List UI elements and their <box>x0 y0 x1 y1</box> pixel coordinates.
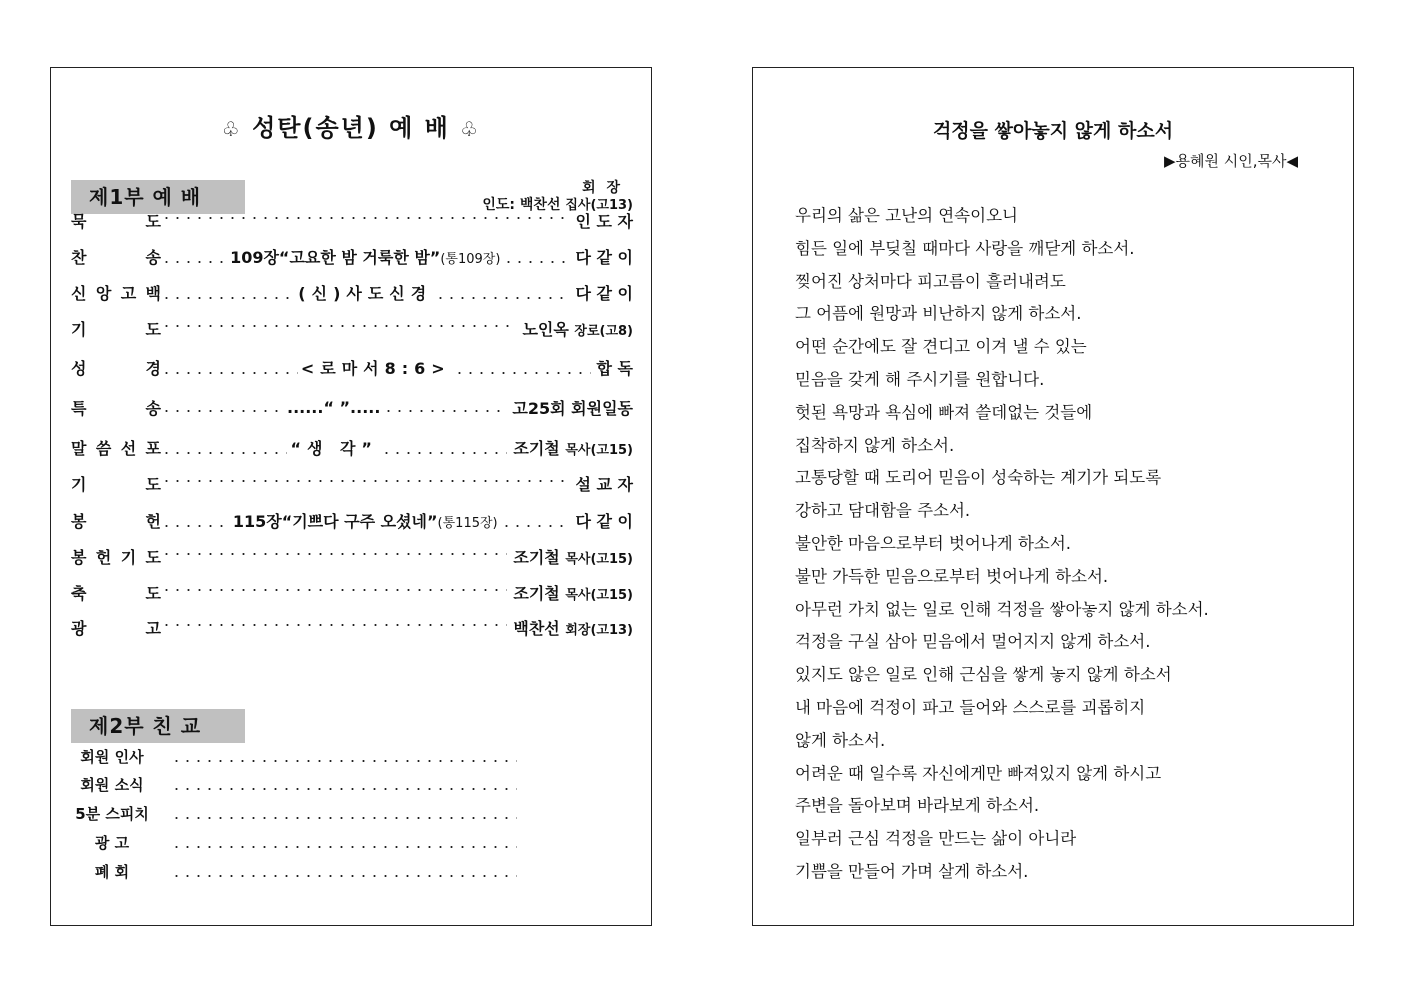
order-label: 특 송 <box>71 398 161 418</box>
poem-line: 내 마음에 걱정이 파고 들어와 스스로를 괴롭히지 <box>795 697 1146 717</box>
order-row <box>71 280 633 304</box>
dot-leader <box>381 451 507 455</box>
order-row <box>71 580 633 604</box>
order-label: 찬 송 <box>71 247 161 267</box>
order-content <box>161 552 507 560</box>
dot-leader <box>161 409 284 413</box>
dot-leader <box>171 759 517 763</box>
order-person: 조기철 목사(고15) <box>513 547 633 567</box>
part2-heading: 제2부 친 교 <box>71 709 245 743</box>
order-person: 조기철 목사(고15) <box>513 438 633 458</box>
dot-leader <box>383 409 506 413</box>
poem-line: 주변을 돌아보며 바라보게 하소서. <box>795 796 1040 816</box>
poem-line: 찢어진 상처마다 피고름이 흘러내려도 <box>795 271 1066 291</box>
worship-order-panel <box>50 67 652 926</box>
order-person: 다 같 이 <box>575 511 633 531</box>
order-label: 축 도 <box>71 583 161 603</box>
dot-leader <box>501 524 570 528</box>
poem-line: 어려운 때 일수록 자신에게만 빠져있지 않게 하시고 <box>795 763 1162 783</box>
dot-leader <box>161 260 227 264</box>
order-label: 묵 도 <box>71 211 161 231</box>
order-label: 성 경 <box>71 358 161 378</box>
dot-leader <box>161 588 507 592</box>
poem-panel <box>752 67 1354 926</box>
poem-line: 어떤 순간에도 잘 견디고 이겨 낼 수 있는 <box>795 337 1087 357</box>
order-content: 115장“기쁘다 구주 오셨네”(통115장) <box>161 509 569 532</box>
worship-title: ♧ 성탄(송년) 예 배 ♧ <box>221 114 481 142</box>
order-row <box>71 208 633 232</box>
order-content: <로마서8:6> <box>161 356 591 379</box>
order-content: (신)사도신경 <box>161 281 569 304</box>
poem-line: 힘든 일에 부딪칠 때마다 사랑을 깨닫게 하소서. <box>795 238 1135 258</box>
poem-line: 일부러 근심 걱정을 만드는 삶이 아니라 <box>795 829 1077 849</box>
order-label: 봉 헌 <box>71 511 161 531</box>
order-row <box>71 316 633 340</box>
poem-body <box>795 200 1209 889</box>
order-label: 봉 헌 기 도 <box>71 547 161 567</box>
order-content <box>161 623 507 631</box>
poem-line: 걱정을 구실 삼아 믿음에서 멀어지지 않게 하소서. <box>795 632 1151 652</box>
club-icon: ♧ <box>460 117 481 141</box>
order-row <box>71 508 633 532</box>
poem-line: 헛된 욕망과 욕심에 빠져 쓸데없는 것들에 <box>795 402 1093 422</box>
poem-line: 믿음을 갖게 해 주시기를 원합니다. <box>795 369 1045 389</box>
poem-line: 불안한 마음으로부터 벗어나게 하소서. <box>795 533 1072 553</box>
poem-line: 기쁨을 만들어 가며 살게 하소서. <box>795 861 1029 881</box>
poem-line: 강하고 담대함을 주소서. <box>795 501 971 521</box>
dot-leader <box>161 324 516 328</box>
dot-leader <box>161 552 507 556</box>
order-row <box>71 395 633 419</box>
dot-leader <box>161 296 295 300</box>
order-person: 고25회 회원일동 <box>512 398 633 418</box>
fellowship-row: 회원 소식 <box>71 773 517 795</box>
order-row <box>71 471 633 495</box>
poem-title: 걱정을 쌓아놓지 않게 하소서 <box>932 120 1174 142</box>
fellowship-row: 5분 스피치 <box>71 802 517 824</box>
order-content: ......“ ”..... <box>161 398 506 417</box>
order-label: 기 도 <box>71 319 161 339</box>
order-person: 인 도 자 <box>575 211 633 231</box>
dot-leader <box>161 371 298 375</box>
poem-line: 그 어픔에 원망과 비난하지 않게 하소서. <box>795 304 1082 324</box>
dot-leader <box>161 216 569 220</box>
order-content <box>161 324 516 332</box>
part1-heading: 제1부 예 배 <box>71 180 245 214</box>
order-row <box>71 544 633 568</box>
leader-info: 회 장 인도: 백찬선 집사(고13) <box>482 180 633 213</box>
order-person: 백찬선 회장(고13) <box>513 618 633 638</box>
poem-line: 있지도 않은 일로 인해 근심을 쌓게 놓지 않게 하소서 <box>795 665 1172 685</box>
order-content: 109장“고요한 밤 거룩한 밤”(통109장) <box>161 245 569 268</box>
club-icon: ♧ <box>221 117 242 141</box>
order-person: 노인옥 장로(고8) <box>522 319 633 339</box>
poem-line: 우리의 삶은 고난의 연속이오니 <box>795 206 1018 225</box>
order-person: 조기철 목사(고15) <box>513 583 633 603</box>
dot-leader <box>503 260 569 264</box>
order-content <box>161 588 507 596</box>
dot-leader <box>161 479 569 483</box>
dot-leader <box>171 845 517 849</box>
order-row <box>71 435 633 459</box>
dot-leader <box>161 623 507 627</box>
order-content: “생 각” <box>161 436 507 459</box>
order-label: 신 앙 고 백 <box>71 283 161 303</box>
order-label: 말 씀 선 포 <box>71 438 161 458</box>
fellowship-row: 광 고 <box>71 831 517 853</box>
poem-line: 집착하지 않게 하소서. <box>795 435 955 455</box>
dot-leader <box>161 451 287 455</box>
fellowship-row: 회원 인사 <box>71 745 517 767</box>
dot-leader <box>171 816 517 820</box>
dot-leader <box>161 524 230 528</box>
order-row <box>71 244 633 268</box>
dot-leader <box>435 296 569 300</box>
order-person: 다 같 이 <box>575 247 633 267</box>
poem-line: 않게 하소서. <box>795 730 886 750</box>
poem-line: 불만 가득한 믿음으로부터 벗어나게 하소서. <box>795 566 1109 586</box>
poem-author: ▶용혜원 시인,목사◀ <box>1163 152 1298 170</box>
order-content <box>161 216 569 224</box>
order-content <box>161 479 569 487</box>
order-row <box>71 615 633 639</box>
order-row <box>71 355 633 379</box>
dot-leader <box>171 874 517 878</box>
poem-line: 고통당할 때 도리어 믿음이 성숙하는 계기가 되도록 <box>795 468 1162 488</box>
order-person: 다 같 이 <box>575 283 633 303</box>
order-label: 광 고 <box>71 618 161 638</box>
order-label: 기 도 <box>71 474 161 494</box>
poem-line: 아무런 가치 없는 일로 인해 걱정을 쌓아놓지 않게 하소서. <box>795 599 1209 619</box>
fellowship-row: 폐 회 <box>71 860 517 882</box>
order-person: 합 독 <box>596 358 633 378</box>
order-person: 설 교 자 <box>575 474 633 494</box>
dot-leader <box>454 371 591 375</box>
dot-leader <box>171 787 517 791</box>
